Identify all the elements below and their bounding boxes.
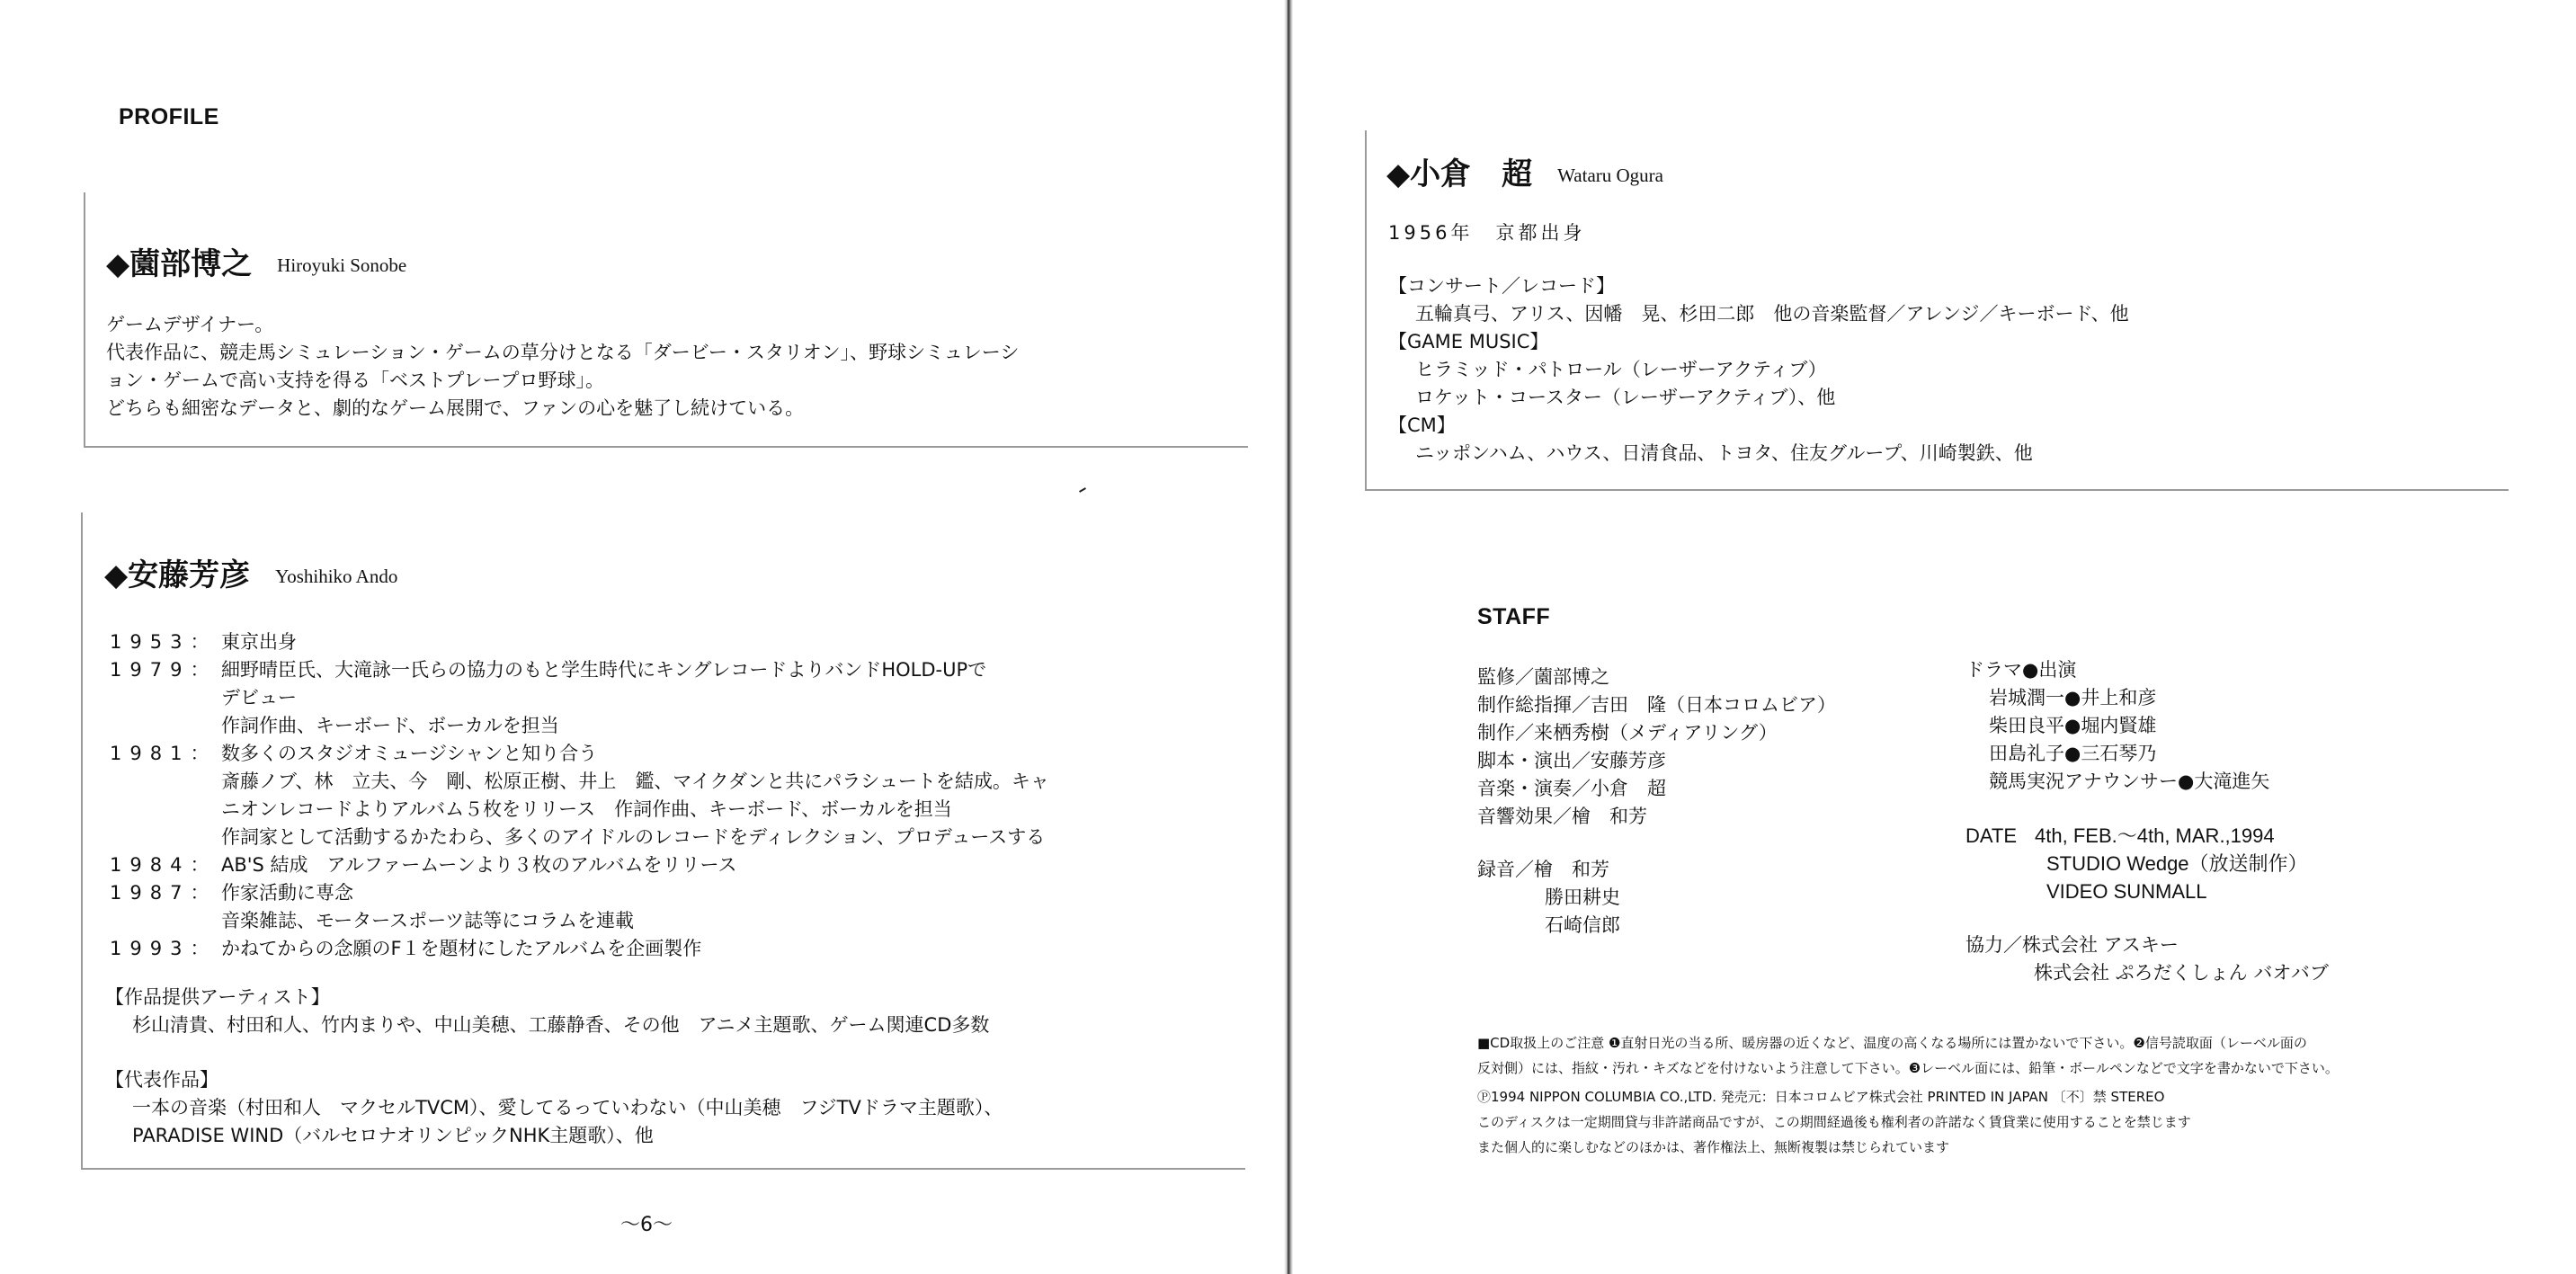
history-year: 1981： [110, 743, 218, 764]
history-year: 1979： [110, 659, 218, 681]
staff-credit: 音楽・演奏／小倉 超 [1477, 778, 1666, 799]
ogura-bio [1388, 219, 2129, 468]
history-text: デビュー [221, 687, 297, 708]
recording-date [1965, 822, 2308, 905]
history-row-1953 [110, 628, 1049, 656]
sonobe-box-bottom-border [84, 446, 1248, 448]
cd-notes [1477, 1030, 2339, 1160]
cd-note-line: ■CD取扱上のご注意 ❶直射日光の当る所、暖房器の近くなど、温度の高くなる場所には置かないで下さい。❷信号読取面（レーベル面の [1477, 1035, 2307, 1051]
staff-recording [1477, 856, 1620, 940]
ando-name-jp: ◆安藤芳彦 [104, 557, 251, 593]
rental-note: このディスクは一定期間貸与非許諾商品ですが、この期間経過後も権利者の許諾なく賃貸業に使用することを禁じます [1477, 1114, 2191, 1130]
history-row-1979 [110, 656, 1049, 684]
drama-heading: ドラマ●出演 [1965, 659, 2077, 681]
ando-history [110, 628, 1049, 963]
concert-heading: 【コンサート／レコード】 [1388, 275, 1615, 297]
sonobe-name-roman: Hiroyuki Sonobe [277, 254, 407, 276]
staff-credit: 制作／来栖秀樹（メディアリング） [1477, 722, 1778, 744]
artists-heading: 【作品提供アーティスト】 [105, 986, 330, 1008]
recording-credit: 録音／檜 和芳 [1477, 859, 1609, 880]
copy-note: また個人的に楽しむなどのほかは、著作権法上、無断複製は禁じられています [1477, 1139, 1950, 1155]
staff-heading: STAFF [1477, 604, 1551, 629]
history-row-1993 [110, 935, 1049, 963]
history-year: 1984： [110, 854, 218, 876]
history-text: 作家活動に専念 [221, 882, 353, 904]
history-text: 東京出身 [221, 631, 297, 653]
history-text: 数多くのスタジオミュージシャンと知り合う [221, 743, 598, 764]
cast-line: 競馬実況アナウンサー●大滝進矢 [1989, 771, 2270, 792]
cm-heading: 【CM】 [1388, 414, 1456, 436]
staff-credit: 音響効果／檜 和芳 [1477, 806, 1647, 827]
history-text: ニオンレコードよりアルバム５枚をリリース 作詞作曲、キーボード、ボーカルを担当 [221, 798, 952, 820]
history-year: 1953： [110, 631, 218, 653]
studio-line: VIDEO SUNMALL [2046, 880, 2207, 903]
spacer [1388, 247, 2129, 272]
ogura-name-roman: Wataru Ogura [1557, 165, 1663, 186]
staff-credits [1477, 664, 1836, 831]
history-text: 音楽雑誌、モータースポーツ誌等にコラムを連載 [221, 910, 635, 931]
sonobe-bio-line: ゲームデザイナー。 [106, 314, 274, 335]
works-line: PARADISE WIND（バルセロナオリンピックNHK主題歌）、他 [132, 1125, 654, 1146]
staff-credit: 脚本・演出／安藤芳彦 [1477, 750, 1666, 771]
ando-works [105, 1066, 1003, 1150]
sonobe-bio-line: どちらも細密なデータと、劇的なゲーム展開で、ファンの心を魅了し続けている。 [106, 397, 805, 419]
stray-mark [1079, 487, 1086, 493]
sonobe-bio-line: ョン・ゲームで高い支持を得る「ベストプレープロ野球」。 [106, 370, 604, 391]
cast-line: 田島礼子●三石琴乃 [1989, 743, 2157, 764]
history-year: 1993： [110, 938, 218, 959]
recording-credit: 勝田耕史 [1545, 886, 1620, 908]
coop-line: 協力／株式会社 アスキー [1965, 934, 2179, 956]
date-label: DATE [1965, 824, 2018, 847]
sonobe-name-jp: ◆薗部博之 [106, 246, 253, 282]
game-music-line: ヒラミッド・パトロール（レーザーアクティブ） [1415, 359, 1827, 380]
game-music-heading: 【GAME MUSIC】 [1388, 331, 1549, 352]
studio-line: STUDIO Wedge（放送制作） [2046, 852, 2308, 875]
coop-line: 株式会社 ぷろだくしょん バオバブ [2034, 962, 2329, 984]
recording-credit: 石崎信郎 [1545, 914, 1620, 936]
game-music-line: ロケット・コースター（レーザーアクティブ）、他 [1415, 387, 1836, 408]
concert-line: 五輪真弓、アリス、因幡 晃、杉田二郎 他の音楽監督／アレンジ／キーボード、他 [1415, 303, 2129, 325]
sonobe-bio [106, 311, 1019, 423]
cast-line: 柴田良平●堀内賢雄 [1989, 715, 2157, 736]
ando-artists [105, 984, 989, 1039]
history-row-1981 [110, 740, 1049, 768]
ogura-box-bottom-border [1365, 489, 2509, 491]
copyright-line: Ⓟ1994 NIPPON COLUMBIA CO.,LTD. 発売元：日本コロムビア株式会社 PRINTED IN JAPAN 〔不〕禁 STEREO [1477, 1089, 2165, 1105]
history-row-1987 [110, 879, 1049, 907]
history-text: 作詞作曲、キーボード、ボーカルを担当 [221, 715, 559, 736]
artists-line: 杉山清貴、村田和人、竹内まりや、中山美穂、工藤静香、その他 アニメ主題歌、ゲーム関連CD多数 [132, 1014, 990, 1036]
history-year: 1987： [110, 882, 218, 904]
history-text: 斎藤ノブ、林 立夫、今 剛、松原正樹、井上 鑑、マイクダンと共にパラシュートを結成。キャ [221, 771, 1049, 792]
cd-note-line: 反対側）には、指紋・汚れ・キズなどを付けないよう注意して下さい。❸レーベル面には、鉛筆・ボールペンなどで文字を書かないで下さい。 [1477, 1060, 2339, 1076]
history-row-1984 [110, 851, 1049, 879]
ogura-name-jp: ◆小倉 超 [1386, 156, 1533, 192]
date-value: 4th, FEB.～4th, MAR.,1994 [2035, 824, 2275, 847]
history-text: かねてからの念願のF１を題材にしたアルバムを企画製作 [221, 938, 702, 959]
profile-heading: PROFILE [119, 104, 219, 129]
sonobe-bio-line: 代表作品に、競走馬シミュレーション・ゲームの草分けとなる「ダービー・スタリオン」、野球シミュレーシ [106, 342, 1020, 363]
ando-name-roman: Yoshihiko Ando [275, 566, 398, 587]
ogura-box-left-border [1365, 130, 1367, 490]
cast-line: 岩城潤一●井上和彦 [1989, 687, 2157, 708]
sonobe-box-left-border [84, 192, 85, 447]
cooperation [1965, 931, 2329, 987]
works-line: 一本の音楽（村田和人 マクセルTVCM）、愛してるっていわない（中山美穂 フジTVドラマ主題歌）、 [132, 1097, 1003, 1118]
cm-line: ニッポンハム、ハウス、日清食品、トヨタ、住友グループ、川崎製鉄、他 [1415, 442, 2033, 464]
ando-box-left-border [81, 512, 83, 1169]
history-text: 作詞家として活動するかたわら、多くのアイドルのレコードをディレクション、プロデュースする [221, 826, 1046, 848]
history-text: 細野晴臣氏、大滝詠一氏らの協力のもと学生時代にキングレコードよりバンドHOLD-UPで [221, 659, 987, 681]
works-heading: 【代表作品】 [105, 1069, 218, 1091]
ogura-birth: 1956年 京都出身 [1388, 222, 1586, 244]
sonobe-name [106, 239, 406, 283]
book-spine [1284, 0, 1293, 1274]
ando-box-bottom-border [81, 1168, 1245, 1170]
ogura-name [1386, 149, 1663, 193]
staff-credit: 監修／薗部博之 [1477, 666, 1609, 688]
history-text: AB'S 結成 アルファームーンより３枚のアルバムをリリース [221, 854, 737, 876]
staff-credit: 制作総指揮／吉田 隆（日本コロムビア） [1477, 694, 1836, 716]
ando-name [104, 550, 397, 594]
drama-cast [1965, 656, 2269, 796]
page-number: ～6～ [620, 1214, 673, 1236]
